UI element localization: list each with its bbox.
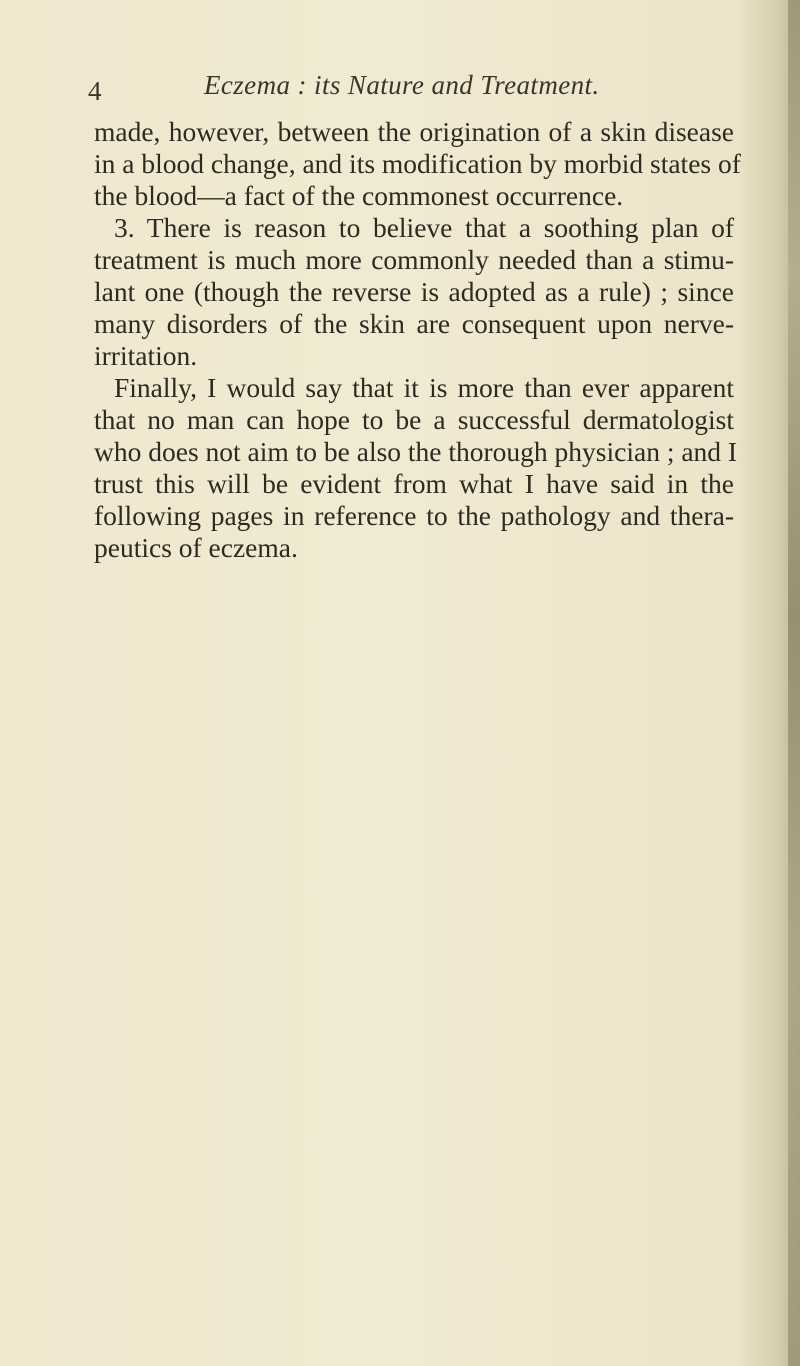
text-line: peutics of eczema. [94, 532, 298, 563]
text-line: irritation. [94, 340, 198, 371]
body-text [94, 116, 741, 564]
text-line: many disorders of the skin are consequent upon nerve- [94, 308, 734, 339]
running-title: Eczema : its Nature and Treatment. [204, 70, 600, 100]
text-line: made, however, between the origination of a skin disease [94, 116, 734, 147]
text-line: that no man can hope to be a successful dermatologist [94, 404, 734, 435]
text-line: following pages in reference to the pathology and thera- [94, 500, 734, 531]
text-line: in a blood change, and its modification by morbid states of [94, 148, 741, 179]
text-line: who does not aim to be also the thorough physician ; and I [94, 436, 738, 467]
text-line: treatment is much more commonly needed than a stimu- [94, 244, 734, 275]
text-line: 3. There is reason to believe that a soothing plan of [114, 212, 734, 243]
text-line: trust this will be evident from what I have said in the [94, 468, 734, 499]
text-line: the blood—a fact of the commonest occurrence. [94, 180, 624, 211]
page-number: 4 [88, 76, 102, 106]
text-line: Finally, I would say that it is more than ever apparent [114, 372, 734, 403]
text-line: lant one (though the reverse is adopted as a rule) ; since [94, 276, 734, 307]
running-head [88, 70, 708, 110]
page-edge [788, 0, 800, 1366]
